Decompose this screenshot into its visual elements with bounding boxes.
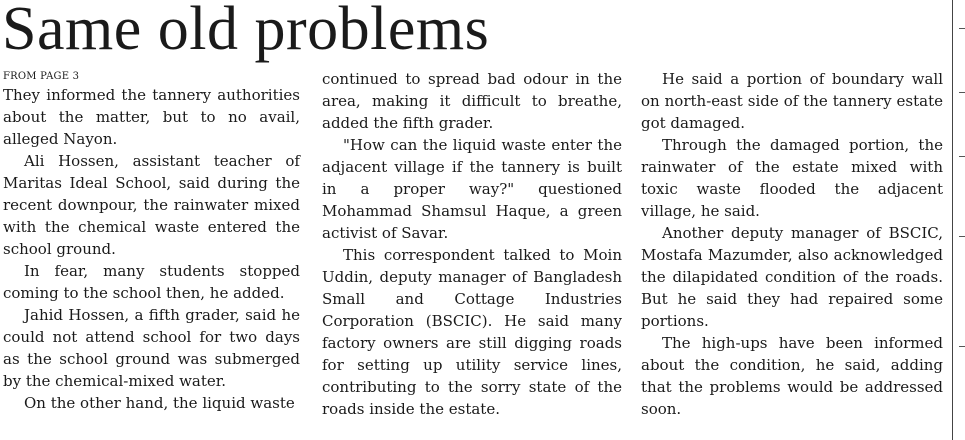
article-column-1	[3, 68, 300, 414]
paragraph: continued to spread bad odour in the area, making it difficult to breathe, added the fifth grader.	[322, 70, 622, 132]
paragraph: He said a portion of boundary wall on north-east side of the tannery estate got damaged.	[641, 70, 943, 132]
paragraph: In fear, many students stopped coming to the school then, he added.	[3, 262, 300, 302]
article-column-3	[641, 68, 943, 420]
jump-line: FROM PAGE 3	[3, 71, 80, 82]
paragraph: Jahid Hossen, a fifth grader, said he could not attend school for two days as the school ground was submerged by the chemical-mixed water.	[3, 306, 300, 390]
paragraph: The high-ups have been informed about the condition, he said, adding that the problems would be addressed soon.	[641, 334, 943, 418]
paragraph: Another deputy manager of BSCIC, Mostafa Mazumder, also acknowledged the dilapidated condition of the roads. But he said they had repaired some portions.	[641, 224, 943, 330]
edge-tick	[959, 346, 965, 347]
edge-tick	[959, 236, 965, 237]
paragraph: On the other hand, the liquid waste	[24, 394, 295, 412]
edge-tick	[959, 92, 965, 93]
article-column-2	[322, 68, 622, 420]
paragraph: This correspondent talked to Moin Uddin, deputy manager of Bangladesh Small and Cottage Industries Corporation (BSCIC). He said many factory owners are still digging roads for setting up utility service lines, contributing to the sorry state of the roads inside the estate.	[322, 246, 622, 418]
edge-tick	[959, 28, 965, 29]
paragraph: Through the damaged portion, the rainwater of the estate mixed with toxic waste flooded the adjacent village, he said.	[641, 136, 943, 220]
page-edge-frame	[952, 0, 965, 440]
edge-tick	[959, 156, 965, 157]
paragraph: "How can the liquid waste enter the adjacent village if the tannery is built in a proper way?" questioned Mohammad Shamsul Haque, a green activist of Savar.	[322, 136, 622, 242]
paragraph: They informed the tannery authorities about the matter, but to no avail, alleged Nayon.	[3, 86, 300, 148]
headline: Same old problems	[2, 0, 490, 63]
paragraph: Ali Hossen, assistant teacher of Maritas Ideal School, said during the recent downpour, the rainwater mixed with the chemical waste entered the school ground.	[3, 152, 300, 258]
